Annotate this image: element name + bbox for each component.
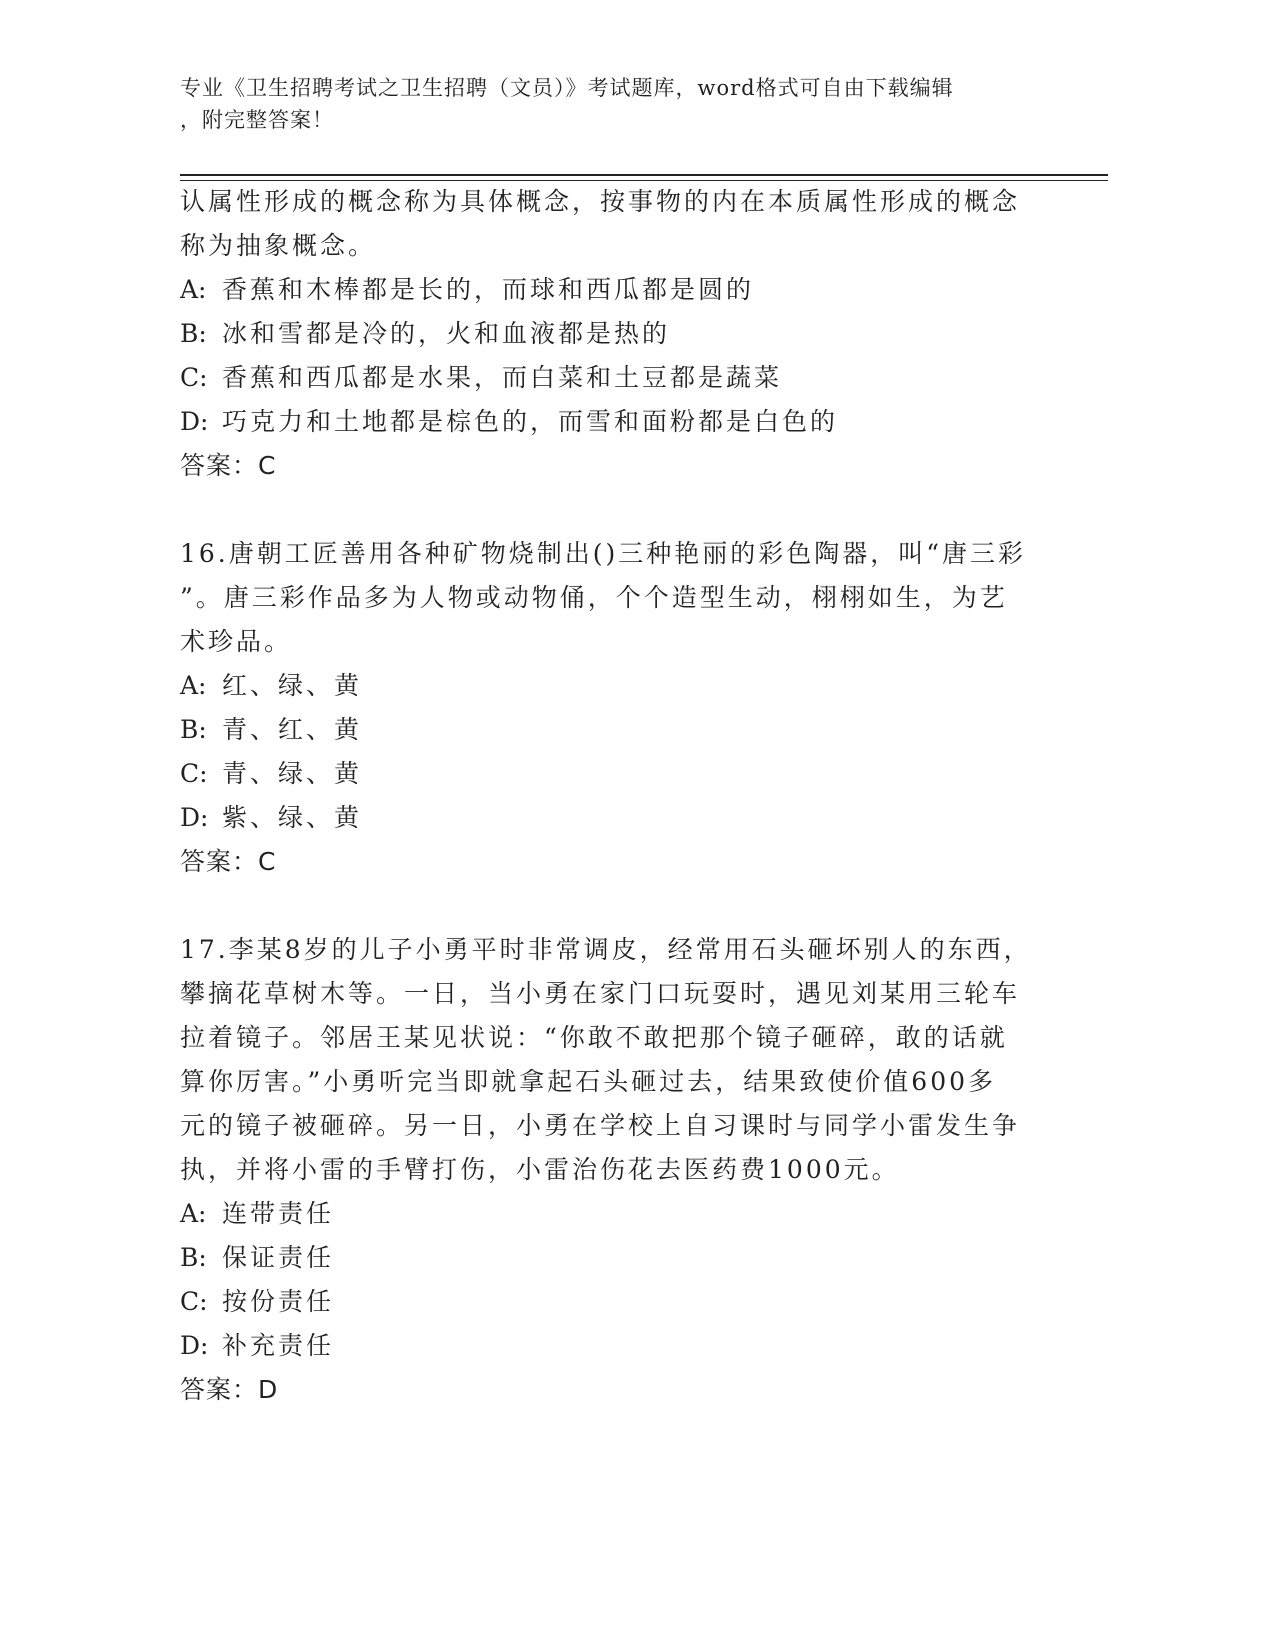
option-key: A: <box>180 275 207 304</box>
option-text: 青、红、黄 <box>222 715 363 744</box>
question-text-line: 认属性形成的概念称为具体概念，按事物的内在本质属性形成的概念 <box>180 187 1021 216</box>
question-text-line: 攀摘花草树木等。一日，当小勇在家门口玩耍时，遇见刘某用三轮车 <box>180 979 1021 1008</box>
option-text: 连带责任 <box>222 1199 335 1228</box>
question-16 <box>180 532 1050 884</box>
option-key: D: <box>180 407 209 436</box>
question-text-line: 16.唐朝工匠善用各种矿物烧制出()三种艳丽的彩色陶器，叫“唐三彩 <box>180 539 1027 568</box>
option-text: 保证责任 <box>222 1243 335 1272</box>
document-body <box>180 180 1050 1412</box>
option-a <box>180 268 1050 312</box>
header-title-line-1: 专业《卫生招聘考试之卫生招聘（文员）》考试题库，word格式可自由下载编辑 <box>180 76 954 100</box>
option-text: 按份责任 <box>222 1287 335 1316</box>
option-text: 香蕉和西瓜都是水果，而白菜和土豆都是蔬菜 <box>222 363 783 392</box>
option-c <box>180 752 1050 796</box>
option-d <box>180 796 1050 840</box>
question-text-line: 称为抽象概念。 <box>180 231 377 260</box>
header-divider-thick <box>180 174 1108 176</box>
option-key: D: <box>180 1331 209 1360</box>
option-b <box>180 708 1050 752</box>
document-header <box>180 72 1060 136</box>
question-text-line: 17.李某8岁的儿子小勇平时非常调皮，经常用石头砸坏别人的东西， <box>180 935 1032 964</box>
option-key: B: <box>180 715 207 744</box>
answer-line: 答案：D <box>180 1375 279 1404</box>
option-text: 紫、绿、黄 <box>222 803 363 832</box>
option-text: 青、绿、黄 <box>222 759 363 788</box>
answer-line: 答案：C <box>180 451 277 480</box>
option-key: A: <box>180 1199 207 1228</box>
option-c <box>180 1280 1050 1324</box>
option-text: 巧克力和土地都是棕色的，而雪和面粉都是白色的 <box>222 407 839 436</box>
option-key: D: <box>180 803 209 832</box>
question-text-line: 执，并将小雷的手臂打伤，小雷治伤花去医药费1000元。 <box>180 1155 900 1184</box>
question-text-line: 元的镜子被砸碎。另一日，小勇在学校上自习课时与同学小雷发生争 <box>180 1111 1021 1140</box>
header-title-line-2: ，附完整答案！ <box>180 108 334 132</box>
option-a <box>180 664 1050 708</box>
option-a <box>180 1192 1050 1236</box>
option-d <box>180 1324 1050 1368</box>
option-text: 冰和雪都是冷的，火和血液都是热的 <box>222 319 671 348</box>
option-key: B: <box>180 319 207 348</box>
option-text: 补充责任 <box>222 1331 335 1360</box>
option-key: A: <box>180 671 207 700</box>
option-d <box>180 400 1050 444</box>
option-text: 香蕉和木棒都是长的，而球和西瓜都是圆的 <box>222 275 755 304</box>
option-text: 红、绿、黄 <box>222 671 363 700</box>
answer-line: 答案：C <box>180 847 277 876</box>
option-b <box>180 1236 1050 1280</box>
question-text-line: 算你厉害。”小勇听完当即就拿起石头砸过去，结果致使价值600多 <box>180 1067 997 1096</box>
option-key: B: <box>180 1243 207 1272</box>
question-17 <box>180 928 1050 1412</box>
question-15-continued <box>180 180 1050 488</box>
option-key: C: <box>180 759 208 788</box>
question-text-line: 拉着镜子。邻居王某见状说：“你敢不敢把那个镜子砸碎，敢的话就 <box>180 1023 1008 1052</box>
option-c <box>180 356 1050 400</box>
question-text-line: ”。唐三彩作品多为人物或动物俑，个个造型生动，栩栩如生，为艺 <box>180 583 1008 612</box>
option-key: C: <box>180 1287 208 1316</box>
question-text-line: 术珍品。 <box>180 627 293 656</box>
option-b <box>180 312 1050 356</box>
option-key: C: <box>180 363 208 392</box>
